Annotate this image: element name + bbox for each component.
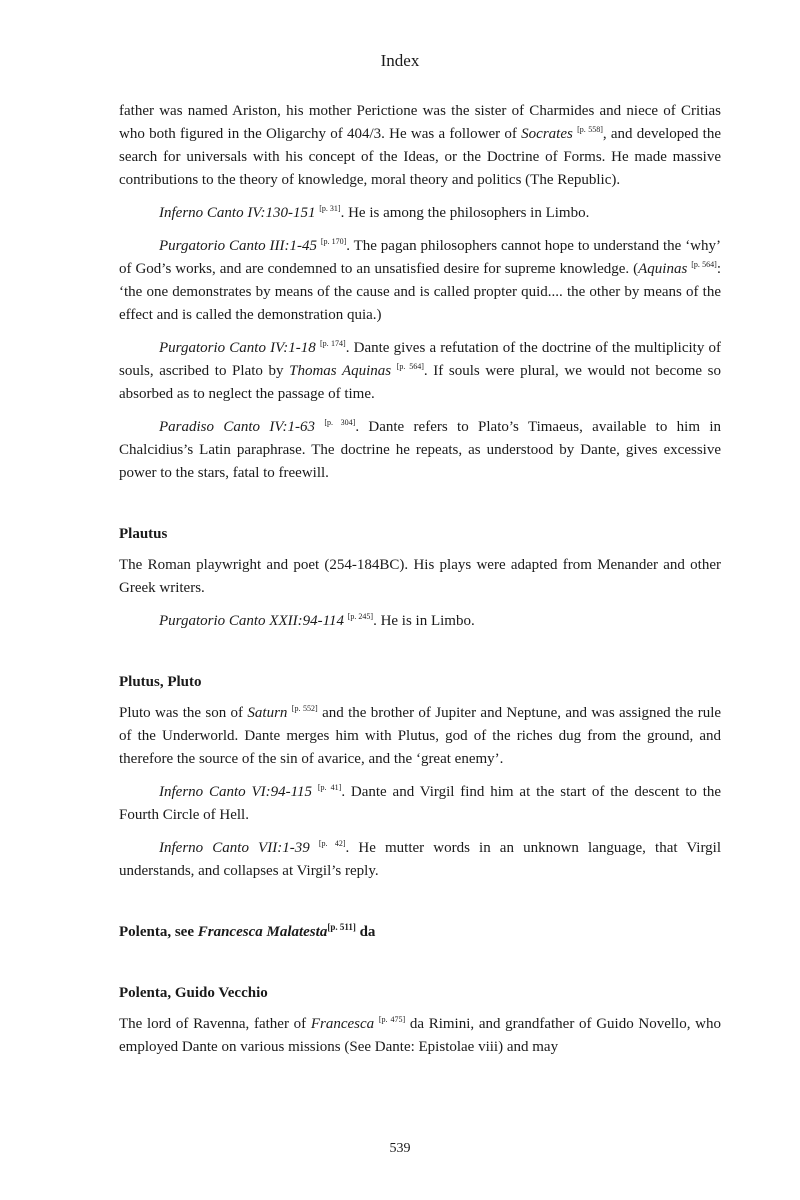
page-ref: [p. 564]	[396, 362, 424, 371]
page-ref: [p. 304]	[324, 418, 356, 427]
running-header: Index	[380, 51, 420, 70]
page-ref: [p. 475]	[378, 1015, 406, 1024]
cross-ref-link[interactable]: Socrates	[521, 126, 573, 142]
page-ref: [p. 41]	[317, 783, 342, 792]
entry-heading-polenta-guido: Polenta, Guido Vecchio	[119, 985, 268, 1001]
plutus-ref-inferno-vii: Inferno Canto VII:1-39 [p. 42]. He mutter words in an unknown language, that Virgil understands, and collapses at Virgil’s reply.	[119, 839, 722, 879]
plutus-ref-inferno-vi: Inferno Canto VI:94-115 [p. 41]. Dante and Virgil find him at the start of the descent to the Fourth Circle of Hell.	[119, 783, 722, 823]
page-number: 539	[389, 1141, 411, 1156]
canto-citation[interactable]: Inferno Canto VI:94-115	[159, 784, 313, 800]
plato-entry-continuation: father was named Ariston, his mother Perictione was the sister of Charmides and niece of Critias who both figured in the Oligarchy of 404/3. He was a follower of Socrates [p. 558], and developed the search for universals with his concept of the Ideas, or the Doctrine of Forms. He made massive contributions to the theory of knowledge, moral theory and politics (The Republic).	[119, 103, 722, 188]
canto-citation[interactable]: Purgatorio Canto III:1-45	[159, 238, 317, 254]
cross-ref-link[interactable]: Francesca	[310, 1016, 375, 1032]
canto-citation[interactable]: Purgatorio Canto XXII:94-114	[159, 613, 344, 629]
page-ref: [p. 552]	[291, 704, 318, 713]
page-ref: [p. 245]	[347, 612, 374, 621]
page-ref: [p. 564]	[691, 260, 717, 269]
cross-ref-link[interactable]: Saturn	[247, 705, 288, 721]
canto-citation[interactable]: Inferno Canto IV:130-151	[159, 205, 316, 221]
canto-citation[interactable]: Purgatorio Canto IV:1-18	[159, 340, 316, 356]
page-ref: [p. 511]	[327, 922, 356, 932]
plutus-description: Pluto was the son of Saturn [p. 552] and the brother of Jupiter and Neptune, and was assigned the rule of the Underworld. Dante merges him with Plutus, god of the riches dug from the ground, and therefore the source of the sin of avarice, and the ‘great enemy’.	[119, 704, 722, 767]
plato-ref-purgatorio-iv: Purgatorio Canto IV:1-18 [p. 174]. Dante gives a refutation of the doctrine of the multiplicity of souls, ascribed to Plato by Thomas Aquinas [p. 564]. If souls were plural, we would not become so absorbed as to neglect the passage of time.	[119, 339, 722, 402]
cross-ref-link[interactable]: Francesca Malatesta	[197, 924, 328, 940]
entry-heading-plutus: Plutus, Pluto	[119, 674, 202, 690]
plautus-description: The Roman playwright and poet (254-184BC). His plays were adapted from Menander and other Greek writers.	[119, 557, 721, 596]
entry-heading-polenta-see: Polenta, see Francesca Malatesta[p. 511] da	[119, 922, 376, 940]
entry-heading-plautus: Plautus	[119, 526, 168, 542]
plautus-ref: Purgatorio Canto XXII:94-114 [p. 245]. He is in Limbo.	[159, 612, 475, 629]
cross-ref-link[interactable]: Aquinas	[638, 261, 688, 277]
plato-ref-purgatorio-iii: Purgatorio Canto III:1-45 [p. 170]. The pagan philosophers cannot hope to understand the ‘why’ of God’s works, and are condemned to an unsatisfied desire for supreme knowledge. (Aquinas [p. 564]: ‘the one demonstrates by means of the cause and is called propter quid.... the other by means of the effect and is called the demonstration quia.)	[119, 237, 722, 323]
canto-citation[interactable]: Paradiso Canto IV:1-63	[159, 419, 316, 435]
index-content	[119, 100, 721, 1059]
cross-ref-link[interactable]: Thomas Aquinas	[289, 363, 392, 379]
page-ref: [p. 31]	[319, 204, 341, 213]
page-ref: [p. 174]	[319, 339, 346, 348]
page-ref: [p. 170]	[320, 237, 347, 246]
polenta-guido-description: The lord of Ravenna, father of Francesca [p. 475] da Rimini, and grandfather of Guido Novello, who employed Dante on various missions (See Dante: Epistolae viii) and may	[119, 1015, 721, 1055]
plato-ref-inferno: Inferno Canto IV:130-151 [p. 31]. He is among the philosophers in Limbo.	[159, 204, 590, 221]
canto-citation[interactable]: Inferno Canto VII:1-39	[159, 840, 310, 856]
page-ref: [p. 42]	[318, 839, 346, 848]
page-ref: [p. 558]	[577, 125, 603, 134]
plato-ref-paradiso: Paradiso Canto IV:1-63 [p. 304]. Dante refers to Plato’s Timaeus, available to him in Chalcidius’s Latin paraphrase. The doctrine he repeats, as understood by Dante, gives excessive power to the stars, fatal to freewill.	[119, 418, 722, 481]
